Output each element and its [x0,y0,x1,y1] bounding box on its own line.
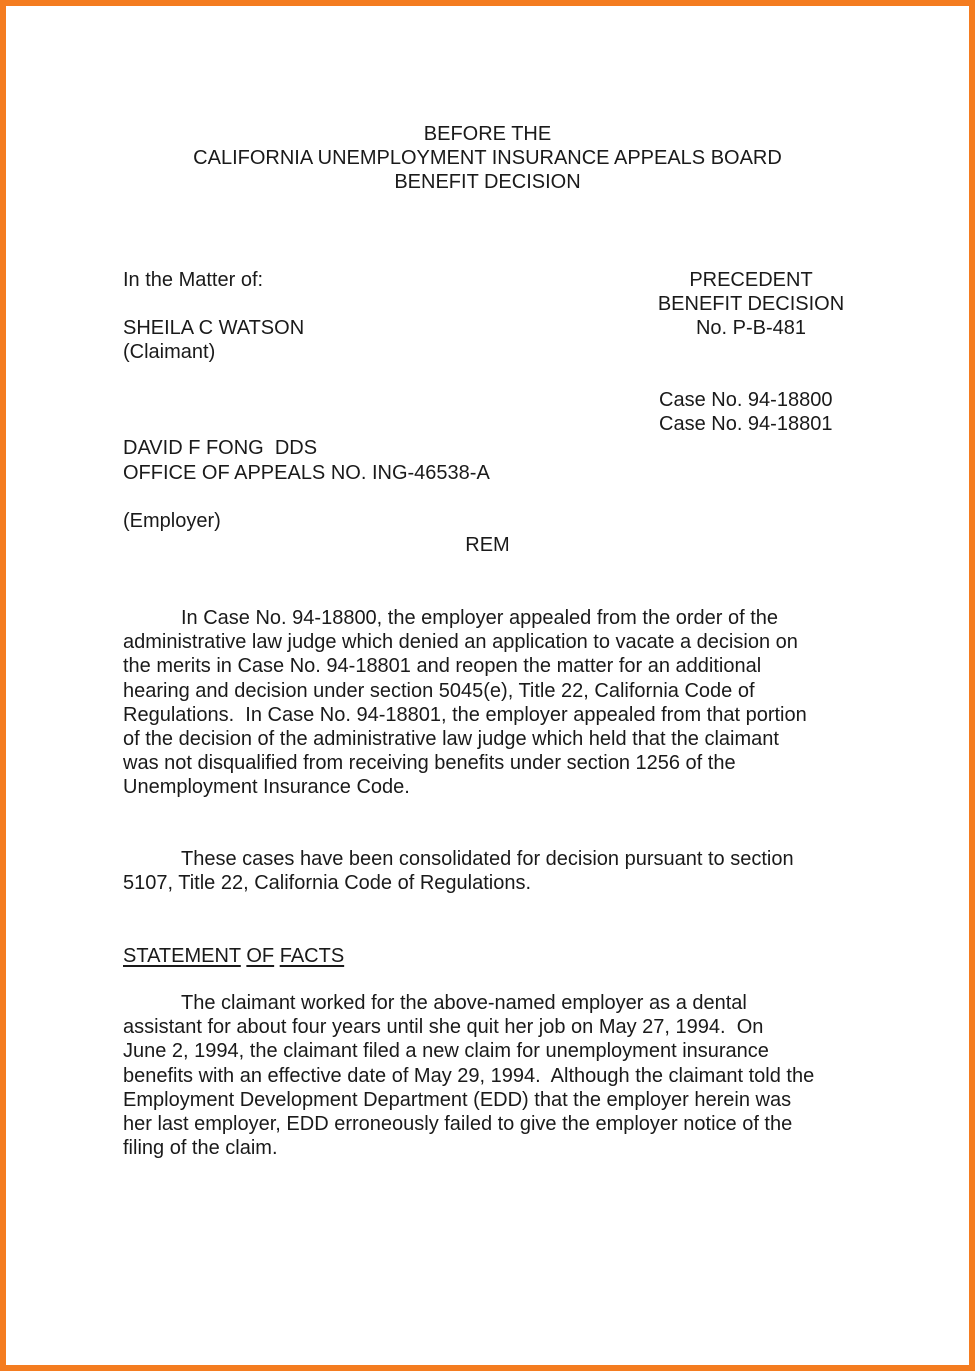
paragraph-line: benefits with an effective date of May 29, 1994. Although the claimant told the [123,1064,815,1087]
claimant-name: SHEILA C WATSON [123,317,305,339]
rem-label: REM [465,534,510,556]
claimant-role: (Claimant) [123,341,216,364]
paragraph-line: was not disqualified from receiving benefits under section 1256 of the [123,752,736,775]
header-line: BEFORE THE [423,123,552,145]
paragraph-line: Unemployment Insurance Code. [123,776,410,799]
precedent-block [646,268,856,341]
office-of-appeals: OFFICE OF APPEALS NO. ING-46538-A [123,462,490,484]
paragraph-line: June 2, 1994, the claimant filed a new claim for unemployment insurance [123,1040,769,1063]
paragraph-line: her last employer, EDD erroneously failed to give the employer notice of the [123,1113,793,1136]
paragraph-facts [123,991,863,1160]
claimant-block [123,316,304,364]
employer-role: (Employer) [123,510,221,533]
heading-word: OF [246,945,275,967]
case-number: Case No. 94-18800 [659,389,833,411]
paragraph-line: Employment Development Department (EDD) that the employer herein was [123,1088,792,1111]
statement-of-facts-heading [123,944,344,968]
case-number: Case No. 94-18801 [659,413,833,436]
paragraph-line: assistant for about four years until she quit her job on May 27, 1994. On [123,1016,764,1039]
paragraph-line: the merits in Case No. 94-18801 and reopen the matter for an additional [123,655,762,678]
precedent-line: PRECEDENT [689,269,813,291]
heading-word: STATEMENT [123,945,241,967]
paragraph-consolidation [123,847,863,895]
paragraph-procedural [123,606,863,800]
paragraph-line: These cases have been consolidated for decision pursuant to section [181,848,794,870]
paragraph-line: hearing and decision under section 5045(e), Title 22, California Code of [123,679,755,702]
case-numbers [659,388,832,436]
header-line: BENEFIT DECISION [394,171,581,194]
paragraph-line: filing of the claim. [123,1137,278,1160]
precedent-number: No. P-B-481 [695,317,807,340]
paragraph-line: 5107, Title 22, California Code of Regulations. [123,872,532,895]
heading-word: FACTS [279,945,345,967]
paragraph-line: of the decision of the administrative law judge which held that the claimant [123,728,779,751]
document-header [6,122,969,195]
matter-intro: In the Matter of: [123,269,264,291]
paragraph-line: Regulations. In Case No. 94-18801, the employer appealed from that portion [123,703,807,726]
precedent-line: BENEFIT DECISION [657,293,845,316]
employer-name: DAVID F FONG DDS [123,437,318,460]
paragraph-line: administrative law judge which denied an application to vacate a decision on [123,631,798,654]
paragraph-line: In Case No. 94-18800, the employer appealed from the order of the [181,607,779,629]
paragraph-line: The claimant worked for the above-named employer as a dental [181,992,747,1014]
header-line: CALIFORNIA UNEMPLOYMENT INSURANCE APPEALS BOARD [193,147,782,170]
